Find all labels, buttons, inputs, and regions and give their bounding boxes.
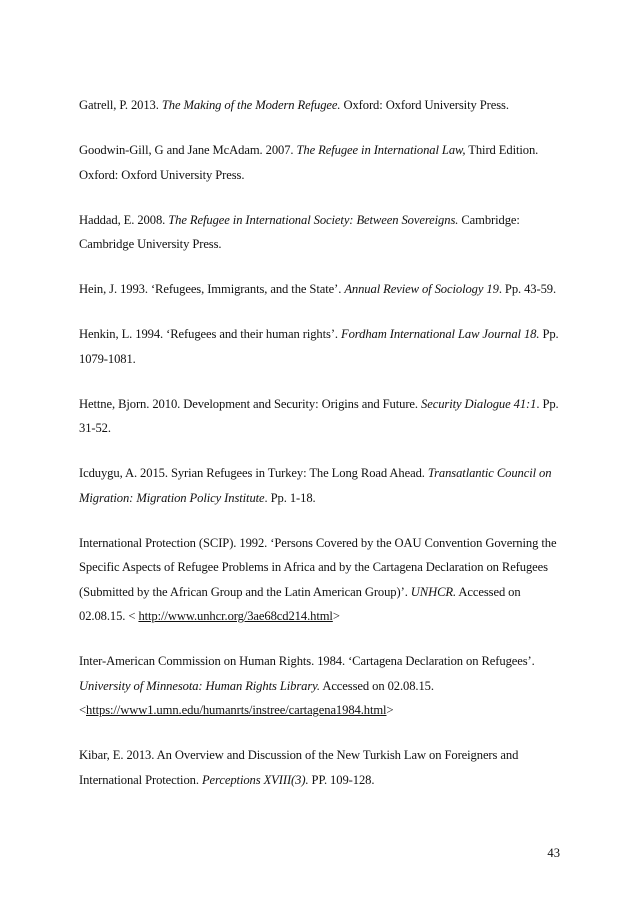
reference-entry xyxy=(79,277,561,302)
reference-entry xyxy=(79,93,561,118)
reference-title: Perceptions XVIII(3). xyxy=(201,772,309,787)
reference-text: International Protection (SCIP). 1992. ‘Persons Covered by the OAU Convention Governing the Specific Aspects of Refugee Problems in Africa and by the Cartagena Declaration on Refugees (Submitted by the African Group and the Latin American Group)’. xyxy=(79,535,557,599)
reference-title: The Refugee in International Society: Between Sovereigns. xyxy=(168,212,459,227)
reference-text: Accessed on 02.08.15. < xyxy=(79,678,434,717)
reference-text: Pp. 1079-1081. xyxy=(79,327,559,366)
reference-entry xyxy=(79,138,561,187)
reference-entry xyxy=(79,392,561,441)
reference-text: Cambridge: Cambridge University Press. xyxy=(79,212,520,251)
reference-text: . Pp. 1-18. xyxy=(264,490,316,505)
reference-text: . Pp. 43-59. xyxy=(498,282,557,296)
reference-title: UNHCR. xyxy=(410,584,457,599)
reference-title: Transatlantic Council on Migration: Migration Policy Institute xyxy=(79,466,552,505)
reference-entry xyxy=(79,531,561,629)
reference-text: Kibar, E. 2013. An Overview and Discussion of the New Turkish Law on Foreigners and International Protection. xyxy=(79,748,519,787)
reference-title: Annual Review of Sociology 19 xyxy=(344,282,499,296)
reference-title: University of Minnesota: Human Rights Library. xyxy=(79,678,320,693)
reference-entry xyxy=(79,322,561,371)
reference-entry xyxy=(79,461,561,510)
reference-text: Haddad, E. 2008. xyxy=(79,212,169,227)
reference-link[interactable]: http://www.unhcr.org/3ae68cd214.html xyxy=(138,609,333,623)
reference-text: Third Edition. Oxford: Oxford University Press. xyxy=(79,143,539,182)
reference-title: The Refugee in International Law, xyxy=(296,143,466,157)
reference-text: . Pp. 31-52. xyxy=(79,396,559,435)
reference-text: Icduygu, A. 2015. Syrian Refugees in Turkey: The Long Road Ahead. xyxy=(79,466,428,480)
reference-text: Oxford: Oxford University Press. xyxy=(340,98,509,112)
reference-text: Gatrell, P. 2013. xyxy=(79,98,162,112)
reference-entry xyxy=(79,743,561,792)
reference-text: Hein, J. 1993. ‘Refugees, Immigrants, and the State’. xyxy=(79,282,345,296)
reference-text: Inter-American Commission on Human Rights. 1984. ‘Cartagena Declaration on Refugees’. xyxy=(79,654,535,668)
reference-entry xyxy=(79,208,561,257)
reference-title: Fordham International Law Journal 18. xyxy=(341,327,540,341)
reference-link[interactable]: https://www1.umn.edu/humanrts/instree/cartagena1984.html xyxy=(86,703,387,717)
reference-text: PP. 109-128. xyxy=(308,772,375,787)
reference-text: Henkin, L. 1994. ‘Refugees and their human rights’. xyxy=(79,327,342,341)
reference-entry xyxy=(79,649,561,723)
reference-text: Hettne, Bjorn. 2010. Development and Security: Origins and Future. xyxy=(79,396,422,411)
reference-text: > xyxy=(332,609,340,623)
reference-text: Accessed on 02.08.15. < xyxy=(79,584,521,623)
reference-list xyxy=(79,93,561,813)
page-number: 43 xyxy=(547,846,560,860)
reference-title: The Making of the Modern Refugee. xyxy=(161,98,341,112)
reference-title: Security Dialogue 41:1 xyxy=(421,396,537,411)
reference-text: > xyxy=(386,703,394,717)
reference-text: Goodwin-Gill, G and Jane McAdam. 2007. xyxy=(79,143,297,157)
